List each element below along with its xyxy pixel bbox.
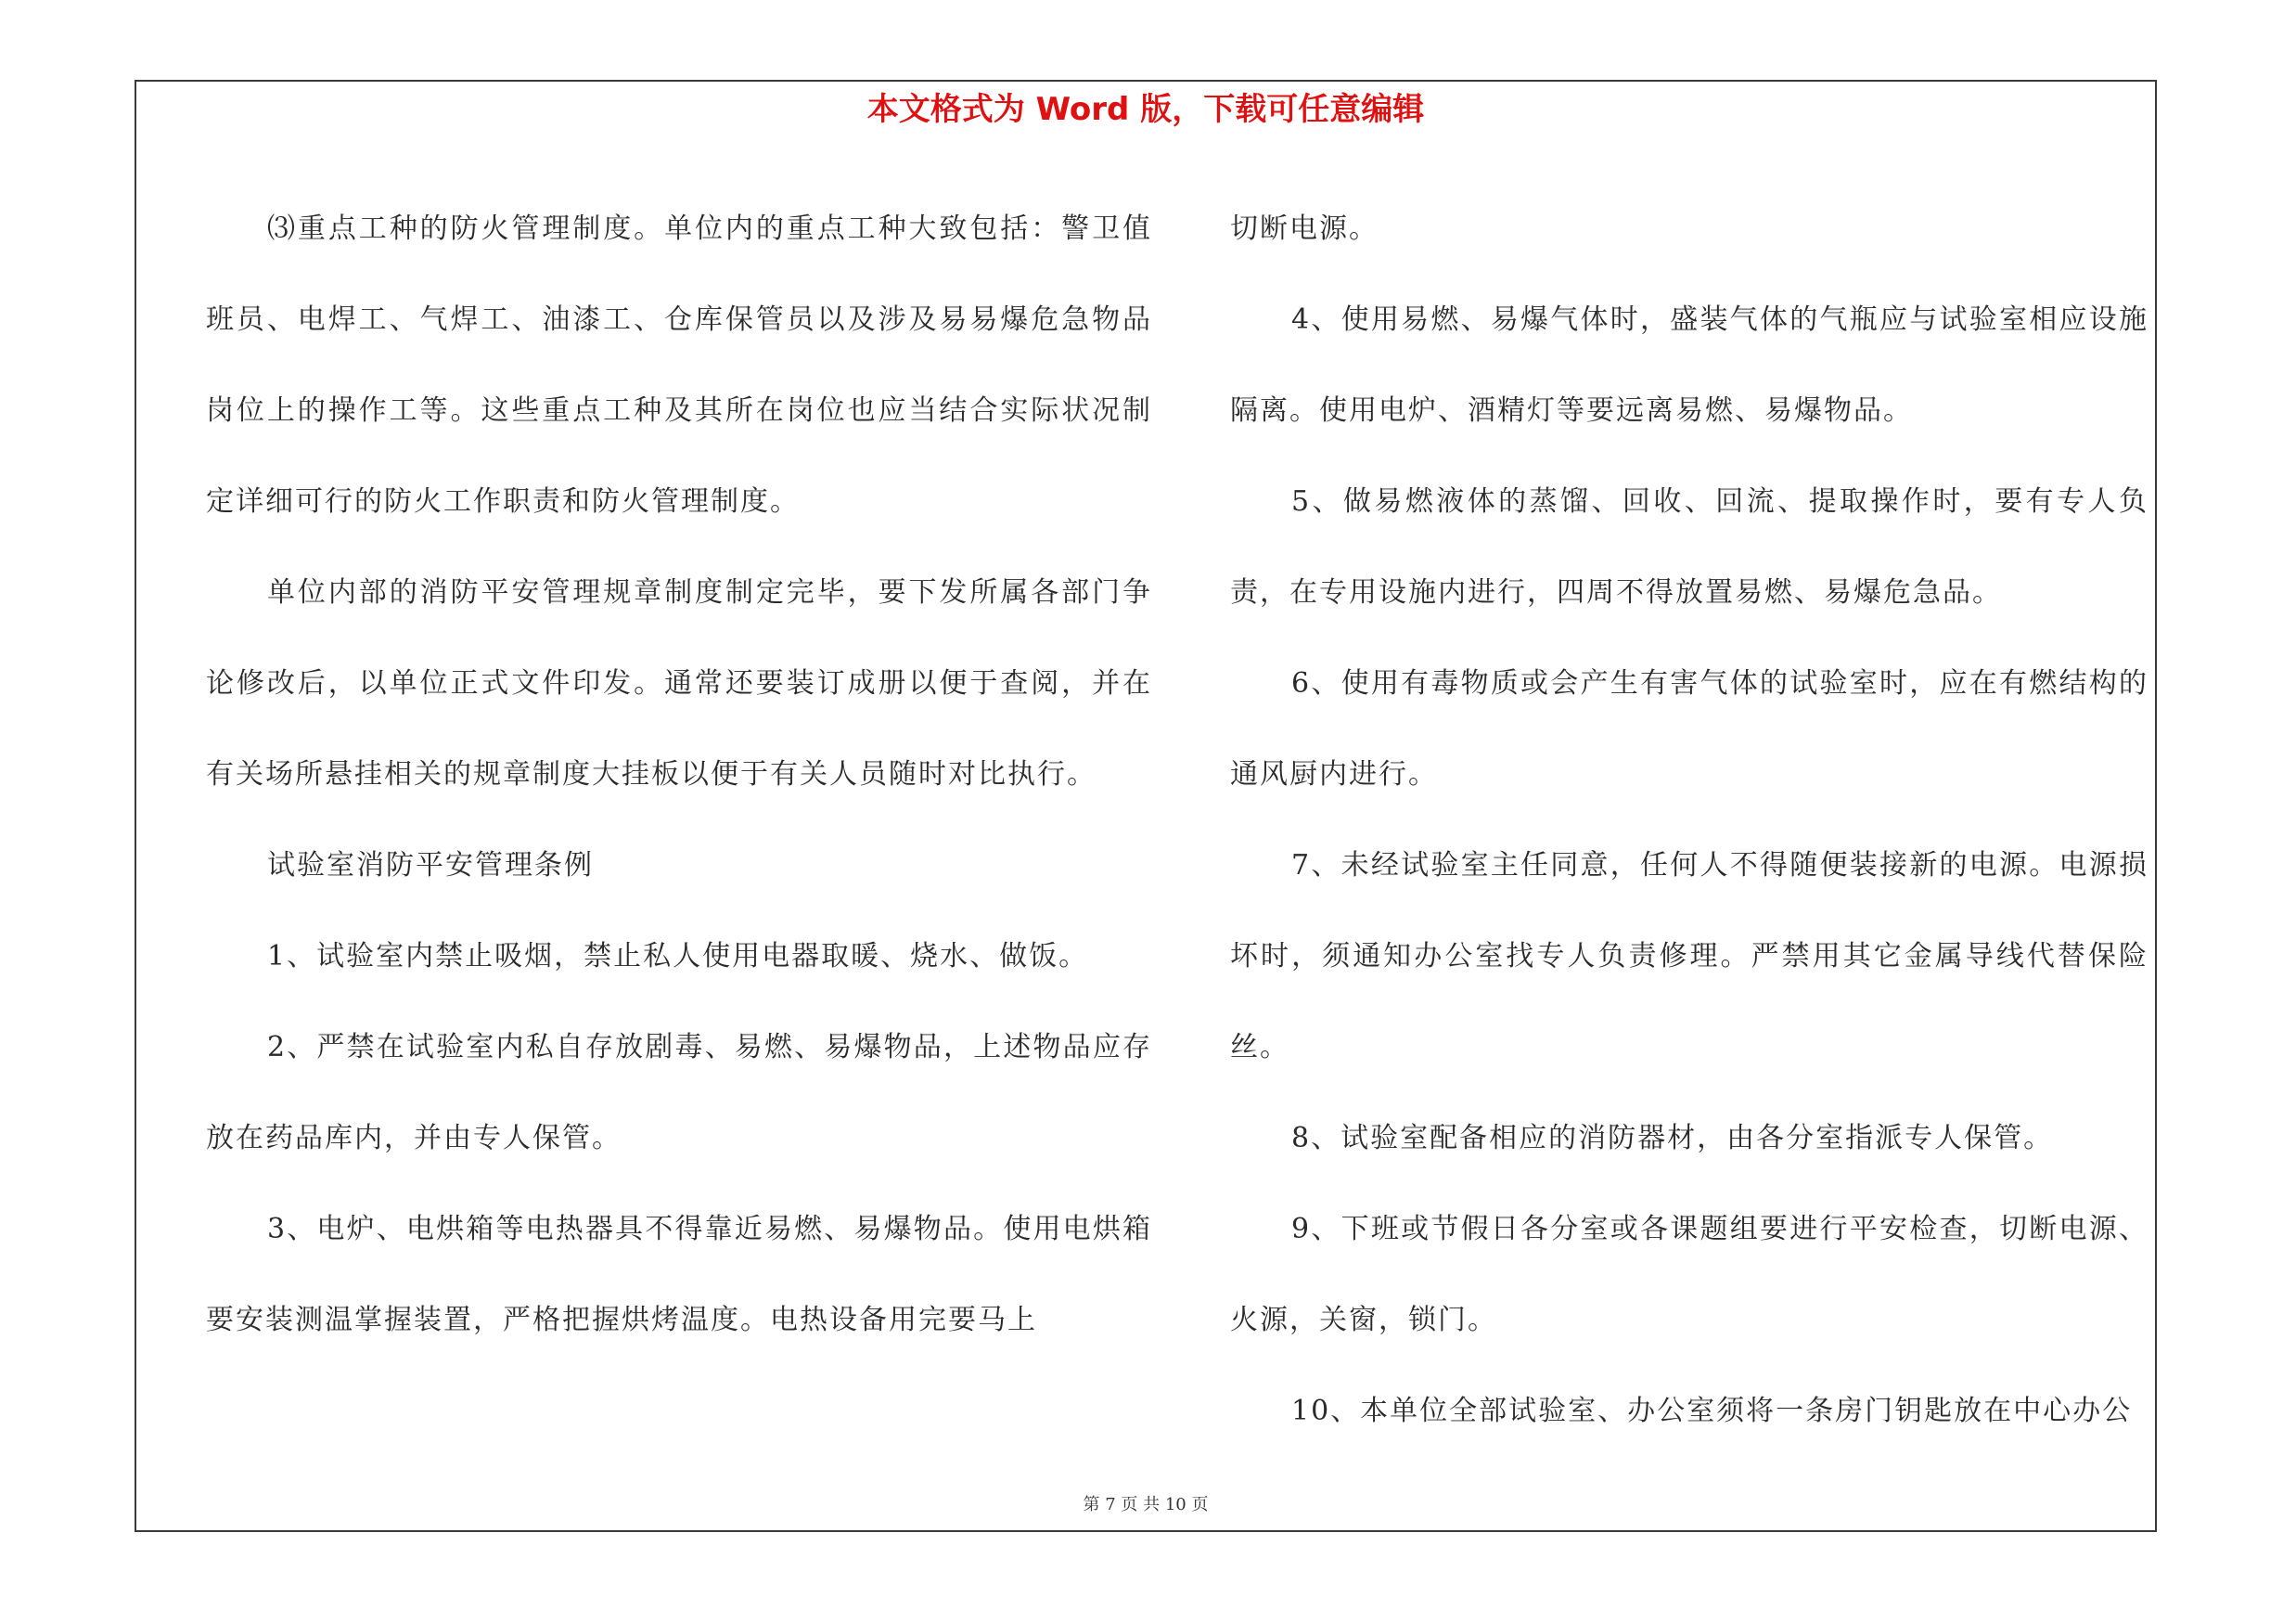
rule-item-5: 5、做易燃液体的蒸馏、回收、回流、提取操作时，要有专人负责，在专用设施内进行，四周不得放置易燃、易爆危急品。	[1230, 485, 2148, 609]
rule-item-4: 4、使用易燃、易爆气体时，盛装气体的气瓶应与试验室相应设施隔离。使用电炉、酒精灯等要远离易燃、易爆物品。	[1230, 303, 2148, 427]
rule-item-3-continuation: 切断电源。	[1230, 213, 1379, 245]
left-column	[206, 184, 1152, 1366]
page-number-footer: 第 7 页 共 10 页	[1083, 1495, 1209, 1514]
rule-item-7: 7、未经试验室主任同意，任何人不得随便装接新的电源。电源损坏时，须通知办公室找专人负责修理。严禁用其它金属导线代替保险丝。	[1230, 849, 2148, 1063]
right-column	[1230, 184, 2148, 1457]
rule-item-10: 10、本单位全部试验室、办公室须将一条房门钥匙放在中心办公	[1291, 1395, 2133, 1427]
section-heading-lab-fire-safety: 试验室消防平安管理条例	[267, 849, 594, 882]
rule-item-8: 8、试验室配备相应的消防器材，由各分室指派专人保管。	[1291, 1122, 2054, 1154]
rule-item-2: 2、严禁在试验室内私自存放剧毒、易燃、易爆物品，上述物品应存放在药品库内，并由专人保管。	[206, 1031, 1152, 1154]
word-format-banner: 本文格式为 Word 版，下载可任意编辑	[866, 91, 1425, 128]
rule-item-9: 9、下班或节假日各分室或各课题组要进行平安检查，切断电源、火源，关窗，锁门。	[1230, 1213, 2148, 1336]
rule-item-3: 3、电炉、电烘箱等电热器具不得靠近易燃、易爆物品。使用电烘箱要安装测温掌握装置，严格把握烘烤温度。电热设备用完要马上	[206, 1213, 1152, 1336]
rule-item-6: 6、使用有毒物质或会产生有害气体的试验室时，应在有燃结构的通风厨内进行。	[1230, 667, 2148, 791]
paragraph-key-workers: ⑶重点工种的防火管理制度。单位内的重点工种大致包括：警卫值班员、电焊工、气焊工、油漆工、仓库保管员以及涉及易易爆危急物品岗位上的操作工等。这些重点工种及其所在岗位也应当结合实际状况制定详细可行的防火工作职责和防火管理制度。	[206, 213, 1152, 518]
paragraph-regulation-issuance: 单位内部的消防平安管理规章制度制定完毕，要下发所属各部门争论修改后，以单位正式文件印发。通常还要装订成册以便于查阅，并在有关场所悬挂相关的规章制度大挂板以便于有关人员随时对比执行。	[206, 576, 1152, 791]
rule-item-1: 1、试验室内禁止吸烟，禁止私人使用电器取暖、烧水、做饭。	[267, 940, 1089, 973]
